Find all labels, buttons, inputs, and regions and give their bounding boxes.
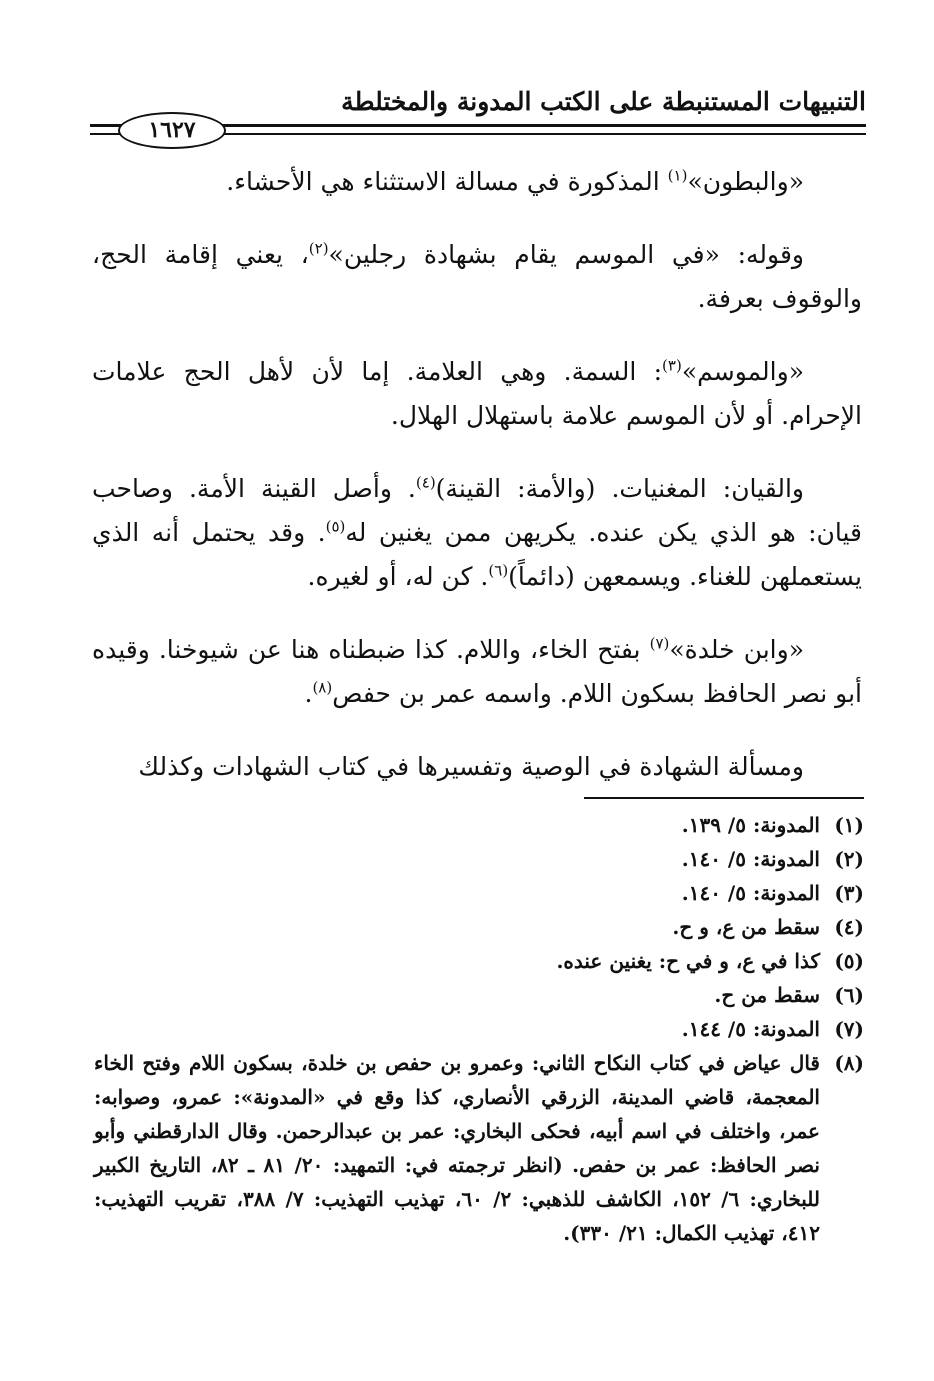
footnote-number: (٣) xyxy=(834,881,864,905)
footnote xyxy=(94,910,864,944)
footnote-text: المدونة: ٥/ ١٤٤. xyxy=(681,1017,820,1041)
footnote xyxy=(94,808,864,842)
footnote-ref: (٥) xyxy=(325,517,346,536)
paragraph: وقوله: «في الموسم يقام بشهادة رجلين»$^{(٢)}$، يعني إقامة الحج، والوقوف بعرفة. xyxy=(92,239,862,313)
footnote-separator xyxy=(584,797,864,799)
footnote-number: (٥) xyxy=(834,949,864,973)
footnote xyxy=(94,978,864,1012)
paragraph: «والبطون»$^{(١)}$ المذكورة في مسالة الاستثناء هي الأحشاء. xyxy=(226,166,804,196)
paragraph: والقيان: المغنيات. (والأمة: القينة)$^{(٤)}$. وأصل القينة الأمة. وصاحب قيان: هو الذي يكن عنده. يكريهن ممن يغنين له$^{(٥)}$. وقد يحتمل أنه الذي يستعملهن للغناء. ويسمعهن (دائماً)$^{(٦)}$. كن له، أو لغيره. xyxy=(92,473,862,591)
paragraph: «وابن خلدة»$^{(٧)}$ بفتح الخاء، واللام. كذا ضبطناه هنا عن شيوخنا. وقيده أبو نصر الحافظ بسكون اللام. واسمه عمر بن حفص$^{(٨)}$. xyxy=(92,634,862,708)
main-text xyxy=(92,160,862,818)
footnote-text: كذا في ع، و في ح: يغنين عنده. xyxy=(556,949,820,973)
footnote-number: (٢) xyxy=(834,847,864,871)
footnote-text: المدونة: ٥/ ١٤٠. xyxy=(681,847,820,871)
footnote-number: (٨) xyxy=(834,1051,864,1075)
footnote-ref: (٧) xyxy=(649,634,670,653)
footnote-number: (٤) xyxy=(834,915,864,939)
footnote-number: (٧) xyxy=(834,1017,864,1041)
footnote-ref: (٣) xyxy=(662,356,682,375)
footnote-number: (١) xyxy=(834,813,864,837)
footnote xyxy=(94,842,864,876)
paragraph: «والموسم»$^{(٣)}$: السمة. وهي العلامة. إما لأن لأهل الحج علامات الإحرام. أو لأن الموسم علامة باستهلال الهلال. xyxy=(92,356,862,430)
footnote xyxy=(94,1012,864,1046)
footnote xyxy=(94,944,864,978)
footnote-text: سقط من ع، و ح. xyxy=(672,915,820,939)
footnote-ref: (٢) xyxy=(308,239,329,258)
footnote-text: المدونة: ٥/ ١٤٠. xyxy=(681,881,820,905)
footnote-text: المدونة: ٥/ ١٣٩. xyxy=(681,813,820,837)
footnote-number: (٦) xyxy=(834,983,864,1007)
running-title: التنبيهات المستنبطة على الكتب المدونة والمختلطة xyxy=(341,87,866,116)
footnote-ref: (٤) xyxy=(415,473,436,492)
footnote xyxy=(94,876,864,910)
footnote-text: سقط من ح. xyxy=(714,983,820,1007)
page-number: ١٦٢٧ xyxy=(118,112,226,149)
footnote-text: قال عياض في كتاب النكاح الثاني: وعمرو بن حفص بن خلدة، بسكون اللام وفتح الخاء المعجمة، قاضي المدينة، الزرقي الأنصاري، كذا وقع في «المدونة»: عمرو، وصوابه: عمر، واختلف في اسم أبيه، فحكى البخاري: عمر بن عبدالرحمن. وقال الدارقطني وأبو نصر الحافظ: عمر بن حفص. (انظر ترجمته في: التمهيد: ٢٠/ ٨١ ـ ٨٢، التاريخ الكبير للبخاري: ٦/ ١٥٢، الكاشف للذهبي: ٢/ ٦٠، تهذيب التهذيب: ٧/ ٣٨٨، تقريب التهذيب: ٤١٢، تهذيب الكمال: ٢١/ ٣٣٠). xyxy=(94,1051,820,1245)
footnote xyxy=(94,1046,864,1250)
footnote-ref: (١) xyxy=(667,166,688,185)
footnote-ref: (٨) xyxy=(312,678,333,697)
footnotes xyxy=(94,808,864,1250)
footnote-ref: (٦) xyxy=(488,561,509,580)
paragraph: ومسألة الشهادة في الوصية وتفسيرها في كتاب الشهادات وكذلك xyxy=(138,752,804,781)
